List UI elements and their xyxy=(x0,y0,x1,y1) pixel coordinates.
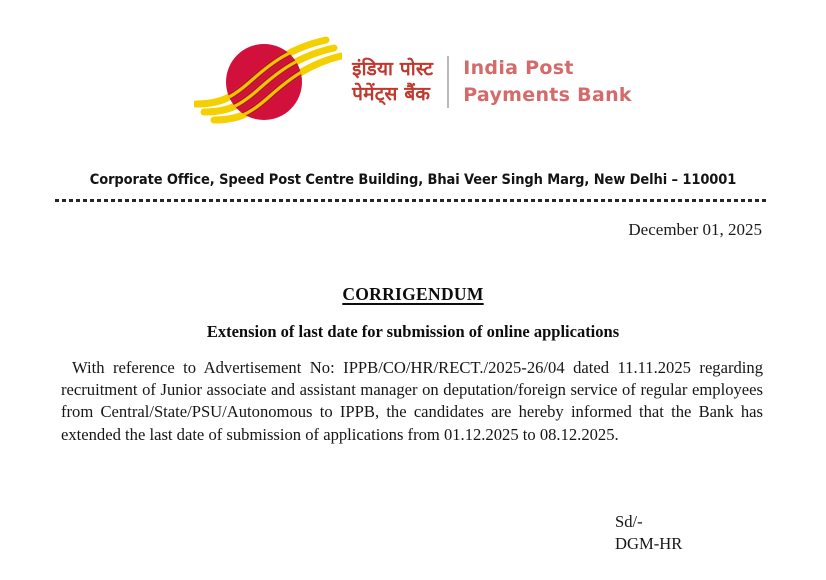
wordmark-hindi-line2: पेमेंट्स बैंक xyxy=(352,83,431,105)
wordmark-hindi xyxy=(352,57,433,107)
office-address: Corporate Office, Speed Post Centre Building, Bhai Veer Singh Marg, New Delhi – 110001 xyxy=(89,172,737,188)
india-post-payments-bank-logo-icon xyxy=(194,36,342,128)
wordmark-divider xyxy=(447,56,449,108)
signature-block xyxy=(615,511,682,555)
wordmark-english xyxy=(463,55,632,109)
logo-wordmark xyxy=(352,55,632,109)
letterhead xyxy=(0,36,826,128)
body-text xyxy=(61,357,763,446)
signature-designation: DGM-HR xyxy=(615,534,683,553)
dashed-separator xyxy=(55,199,768,202)
wordmark-hindi-line1: इंडिया पोस्ट xyxy=(352,57,434,80)
body-paragraph: With reference to Advertisement No: IPPB/CO/HR/RECT./2025-26/04 dated 11.11.2025 regarding recruitment of Junior associate and assistant manager on deputation/foreign service of regular employees from Central/State/PSU/Autonomous to IPPB, the candidates are hereby informed that the Bank has extended the last date of submission of applications from 01.12.2025 to 08.12.2025. xyxy=(61,358,763,444)
bank-logo-lockup xyxy=(194,36,632,128)
wordmark-english-line1: India Post xyxy=(463,57,574,80)
page-title-text: CORRIGENDUM xyxy=(342,284,484,304)
wordmark-english-line2: Payments Bank xyxy=(463,84,632,106)
page-subtitle: Extension of last date for submission of online applications xyxy=(206,322,620,341)
signature-sd: Sd/- xyxy=(615,512,643,531)
page-title xyxy=(0,284,826,305)
document-date: December 01, 2025 xyxy=(628,220,762,239)
